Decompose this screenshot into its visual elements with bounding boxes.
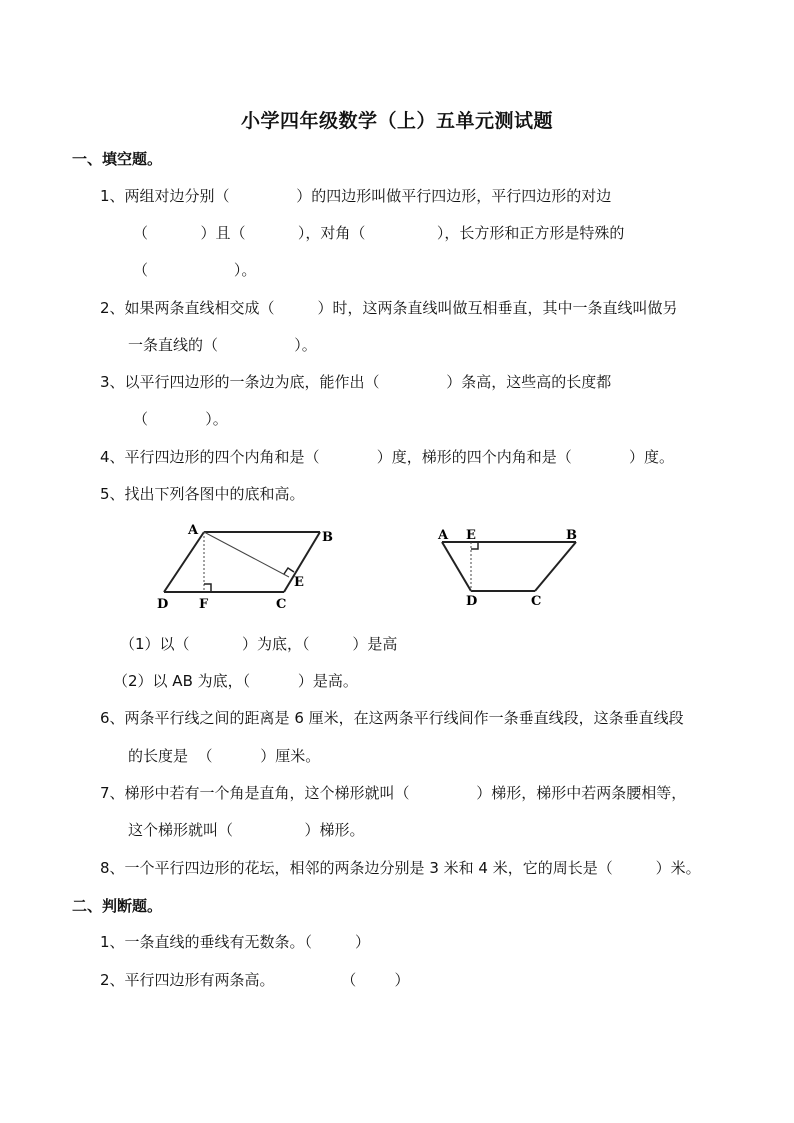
label-b: B [322,530,333,545]
question-3-line-2: （ ）。 [133,410,228,428]
label-e2: E [466,528,476,543]
question-3-line-1: 3、以平行四边形的一条边为底，能作出（ ）条高，这些高的长度都 [100,373,612,391]
label-f: F [199,597,209,612]
question-8: 8、一个平行四边形的花坛，相邻的两条边分别是 3 米和 4 米，它的周长是（ ）米。 [100,859,701,877]
question-2-line-1: 2、如果两条直线相交成（ ）时，这两条直线叫做互相垂直，其中一条直线叫做另 [100,299,678,317]
trapezoid-figure [430,525,590,611]
trapezoid-side-da [442,542,471,591]
label-e: E [294,575,304,590]
question-5-line-1: 5、找出下列各图中的底和高。 [100,485,305,503]
parallelogram-side-da [164,532,204,592]
height-ae [204,532,289,577]
parallelogram-figure [150,522,340,614]
question-5-sub-1: （1）以（ ）为底，（ ）是高 [120,635,398,653]
label-d: D [157,597,169,612]
trapezoid-side-bc [535,542,576,591]
label-a: A [188,523,199,538]
question-4: 4、平行四边形的四个内角和是（ ）度，梯形的四个内角和是（ ）度。 [100,448,674,466]
right-angle-mark-e2 [471,542,478,549]
judge-question-2: 2、平行四边形有两条高。 （ ） [100,971,410,989]
label-d2: D [466,594,478,609]
question-7-line-1: 7、梯形中若有一个角是直角，这个梯形就叫（ ）梯形，梯形中若两条腰相等， [100,784,687,802]
question-1-line-1: 1、两组对边分别（ ）的四边形叫做平行四边形，平行四边形的对边 [100,187,612,205]
section-heading-true-false: 二、判断题。 [72,897,163,915]
right-angle-mark-e [284,568,294,574]
question-7-line-2: 这个梯形就叫（ ）梯形。 [128,821,365,839]
page-title: 小学四年级数学（上）五单元测试题 [240,110,553,132]
label-b2: B [566,528,577,543]
right-angle-mark-f [204,584,211,592]
question-1-line-3: （ ）。 [133,261,257,279]
question-2-line-2: 一条直线的（ ）。 [128,336,317,354]
question-5-sub-2: （2）以 AB 为底，（ ）是高。 [113,672,358,690]
question-6-line-1: 6、两条平行线之间的距离是 6 厘米，在这两条平行线间作一条垂直线段，这条垂直线段 [100,709,684,727]
question-6-line-2: 的长度是 （ ）厘米。 [128,747,321,765]
section-heading-fill-in: 一、填空题。 [72,150,163,168]
judge-question-1: 1、一条直线的垂线有无数条。（ ） [100,933,370,951]
label-a2: A [438,528,449,543]
label-c: C [276,597,287,612]
question-1-line-2: （ ）且（ ），对角（ ），长方形和正方形是特殊的 [133,224,625,242]
label-c2: C [531,594,542,609]
